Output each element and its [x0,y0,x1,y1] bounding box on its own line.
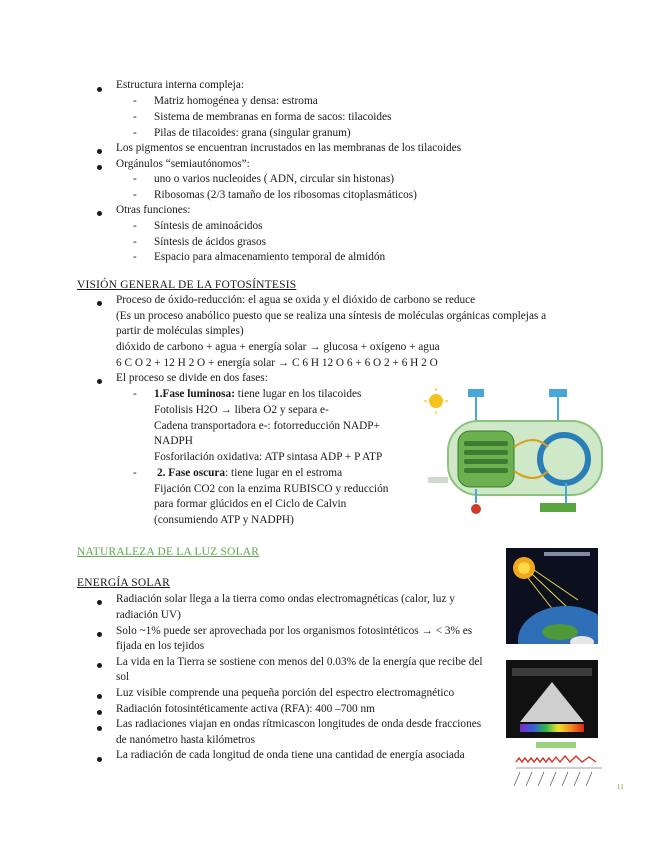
dash-marker: - [133,189,137,201]
phase-detail: Fotolisis H2O → libera O2 y separa e- [154,404,329,416]
dash-marker: - [133,173,137,185]
photosynthesis-diagram [424,385,620,515]
page-number: 11 [617,783,624,791]
list-item: Radiación fotosintéticamente activa (RFA): 400 –700 nm [116,703,375,715]
paragraph-line: partir de moléculas simples) [116,325,244,337]
sub-item: Síntesis de aminoácidos [154,220,263,232]
electromagnetic-spectrum-figure [506,660,598,738]
bullet [97,87,102,92]
bullet [97,600,102,605]
sub-item: uno o varios nucleoides ( ADN, circular sin histonas) [154,173,395,185]
phase-detail: NADPH [154,435,193,447]
list-item: La radiación de cada longitud de onda tiene una cantidad de energía asociada [116,749,465,761]
dash-marker: - [133,467,137,479]
section-heading-vision: VISIÓN GENERAL DE LA FOTOSÍNTESIS [77,279,297,291]
bullet [97,710,102,715]
dash-marker: - [133,236,137,248]
bullet [97,694,102,699]
list-item: Las radiaciones viajan en ondas rítmicascon longitudes de onda desde fracciones [116,718,482,730]
list-item-cont: sol [116,671,130,683]
list-item: Estructura interna compleja: [116,79,244,91]
list-item: La vida en la Tierra se sostiene con menos del 0.03% de la energía que recibe del [116,656,483,668]
wavelength-figure [506,742,606,792]
section-heading-energia: ENERGÍA SOLAR [77,577,171,589]
bullet [97,165,102,170]
sub-item: Matriz homogénea y densa: estroma [154,95,318,107]
bullet [97,149,102,154]
phase-2-location: : tiene lugar en el estroma [225,467,343,479]
dash-marker: - [133,388,137,400]
section-heading-naturaleza: NATURALEZA DE LA LUZ SOLAR [77,546,260,558]
bullet [97,663,102,668]
list-item-cont: fijada en los tejidos [116,640,205,652]
phase-detail: Cadena transportadora e-: fotorreducción NADP+ [154,420,380,432]
list-item: Los pigmentos se encuentran incrustados en las membranas de los tilacoides [116,142,462,154]
list-item: Otras funciones: [116,204,191,216]
phase-detail: Fosforilación oxidativa: ATP sintasa ADP + P ATP [154,451,383,463]
phase-1-location: tiene lugar en los tilacoides [234,388,362,400]
list-item: Orgánulos “semiautónomos”: [116,158,250,170]
dash-marker: - [133,127,137,139]
bullet [97,301,102,306]
equation-formula: 6 C O 2 + 12 H 2 O + energía solar → C 6 H 12 O 6 + 6 O 2 + 6 H 2 O [116,357,438,369]
sub-item: Ribosomas (2/3 tamaño de los ribosomas citoplasmáticos) [154,189,417,201]
bullet [97,379,102,384]
paragraph-line: Proceso de óxido-reducción: el agua se oxida y el dióxido de carbono se reduce [116,294,476,306]
phase-detail: Fijación CO2 con la enzima RUBISCO y reducción [154,483,389,495]
list-item: Radiación solar llega a la tierra como ondas electromagnéticas (calor, luz y [116,593,455,605]
sub-item: Pilas de tilacoides: grana (singular granum) [154,127,351,139]
solar-radiation-earth-figure [506,548,598,644]
list-item: Luz visible comprende una pequeña porción del espectro electromagnético [116,687,455,699]
phase-2-title-line [157,466,342,481]
dash-marker: - [133,251,137,263]
list-item-cont: de nanómetro hasta kilómetros [116,734,255,746]
equation-words: dióxido de carbono + agua + energía solar → glucosa + oxígeno + agua [116,341,440,353]
phase-2-title: 2. Fase oscura [157,467,226,479]
dash-marker: - [133,111,137,123]
paragraph-line: (Es un proceso anabólico puesto que se realiza una síntesis de moléculas orgánicas complejas a [116,310,547,322]
list-item-cont: radiación UV) [116,609,181,621]
dash-marker: - [133,220,137,232]
list-item: Solo ~1% puede ser aprovechada por los organismos fotosintéticos → < 3% es [116,625,473,637]
dash-marker: - [133,95,137,107]
paragraph-line: El proceso se divide en dos fases: [116,372,268,384]
phase-detail: para formar glúcidos en el Ciclo de Calvin [154,498,347,510]
phase-1-title-line [154,387,361,402]
phase-detail: (consumiendo ATP y NADPH) [154,514,294,526]
phase-1-title: 1.Fase luminosa: [154,388,235,400]
bullet [97,757,102,762]
sub-item: Síntesis de ácidos grasos [154,236,267,248]
sub-item: Espacio para almacenamiento temporal de almidón [154,251,386,263]
sub-item: Sistema de membranas en forma de sacos: tilacoides [154,111,392,123]
bullet [97,632,102,637]
bullet [97,211,102,216]
bullet [97,726,102,731]
